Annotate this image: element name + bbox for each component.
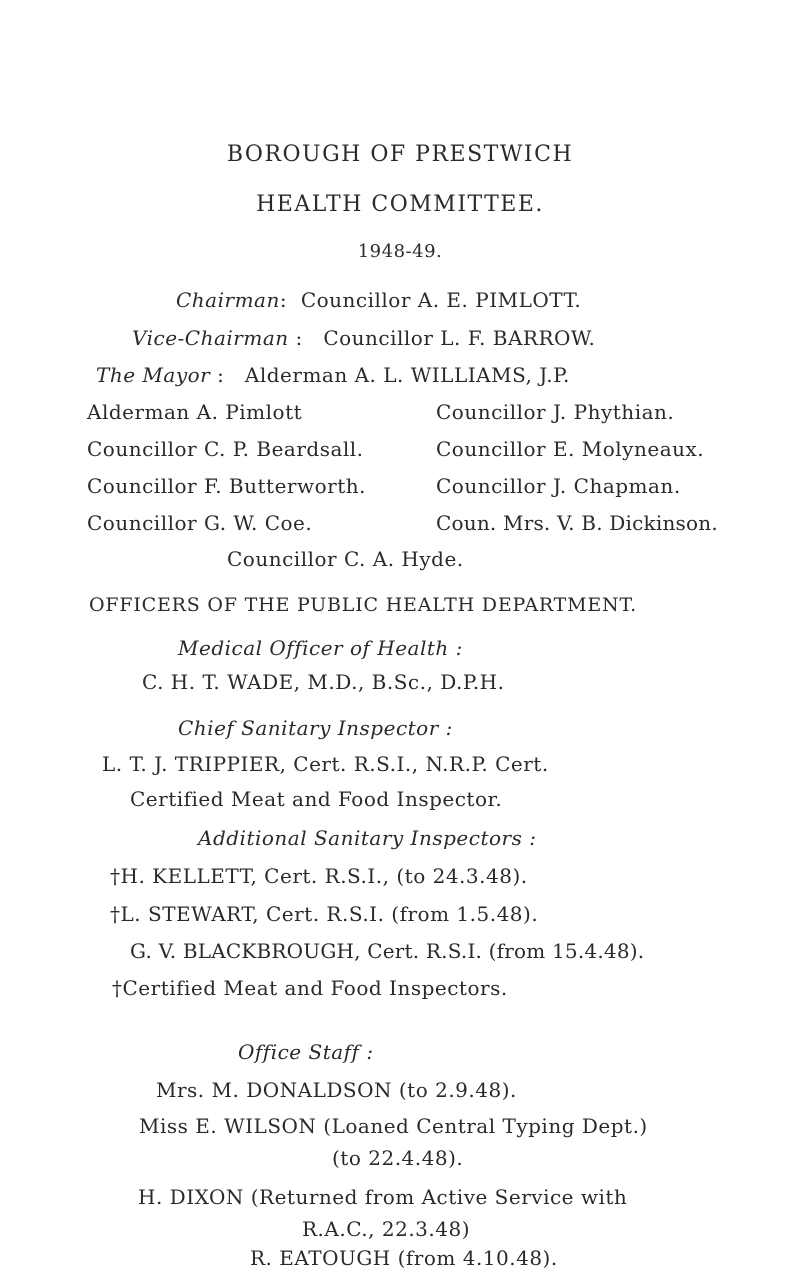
member-right-2: Councillor E. Molyneaux. bbox=[436, 437, 705, 461]
asi-item-1: †H. KELLETT, Cert. R.S.I., (to 24.3.48). bbox=[110, 864, 528, 888]
csi-label: Chief Sanitary Inspector : bbox=[178, 716, 453, 740]
department-heading: OFFICERS OF THE PUBLIC HEALTH DEPARTMENT. bbox=[89, 594, 637, 616]
asi-item-3: G. V. BLACKBROUGH, Cert. R.S.I. (from 15.4.48). bbox=[130, 939, 645, 963]
vice-chairman-row bbox=[132, 326, 595, 350]
borough-title: BOROUGH OF PRESTWICH bbox=[226, 142, 574, 167]
mayor-label: The Mayor bbox=[96, 363, 211, 387]
chairman-sep: : bbox=[279, 288, 288, 312]
vice-chairman-sep: : bbox=[295, 326, 303, 350]
mayor-sep: : bbox=[217, 363, 225, 387]
asi-note: †Certified Meat and Food Inspectors. bbox=[112, 976, 508, 1000]
chairman-label: Chairman bbox=[176, 288, 280, 312]
chairman-row bbox=[176, 288, 581, 312]
asi-item-2: †L. STEWART, Cert. R.S.I. (from 1.5.48). bbox=[110, 902, 539, 926]
committee-title: HEALTH COMMITTEE. bbox=[256, 192, 544, 217]
csi-note: Certified Meat and Food Inspector. bbox=[130, 787, 503, 811]
member-last: Councillor C. A. Hyde. bbox=[227, 547, 464, 571]
staff-item-2: Miss E. WILSON (Loaned Central Typing Dept.) bbox=[139, 1114, 648, 1138]
member-left-3: Councillor F. Butterworth. bbox=[87, 474, 366, 498]
vice-chairman-label: Vice-Chairman bbox=[132, 326, 289, 350]
staff-item-1: Mrs. M. DONALDSON (to 2.9.48). bbox=[156, 1078, 517, 1102]
staff-item-2-cont: (to 22.4.48). bbox=[332, 1146, 464, 1170]
asi-label: Additional Sanitary Inspectors : bbox=[198, 826, 537, 850]
moh-name: C. H. T. WADE, M.D., B.Sc., D.P.H. bbox=[142, 670, 505, 694]
staff-item-3: H. DIXON (Returned from Active Service with bbox=[138, 1185, 628, 1209]
mayor-name: Alderman A. L. WILLIAMS, J.P. bbox=[244, 363, 570, 387]
chairman-name: Councillor A. E. PIMLOTT. bbox=[300, 288, 582, 312]
csi-name: L. T. J. TRIPPIER, Cert. R.S.I., N.R.P. Cert. bbox=[102, 752, 549, 776]
member-right-4: Coun. Mrs. V. B. Dickinson. bbox=[436, 511, 718, 535]
member-left-1: Alderman A. Pimlott bbox=[87, 400, 303, 424]
member-right-1: Councillor J. Phythian. bbox=[436, 400, 675, 424]
moh-label: Medical Officer of Health : bbox=[178, 636, 463, 660]
vice-chairman-name: Councillor L. F. BARROW. bbox=[323, 326, 596, 350]
member-right-3: Councillor J. Chapman. bbox=[436, 474, 681, 498]
member-left-2: Councillor C. P. Beardsall. bbox=[87, 437, 364, 461]
year-range: 1948-49. bbox=[357, 241, 443, 262]
mayor-row bbox=[96, 363, 570, 387]
staff-label: Office Staff : bbox=[238, 1040, 374, 1064]
staff-item-4: R. EATOUGH (from 4.10.48). bbox=[250, 1246, 558, 1270]
staff-item-3-cont: R.A.C., 22.3.48) bbox=[302, 1217, 471, 1241]
member-left-4: Councillor G. W. Coe. bbox=[87, 511, 313, 535]
